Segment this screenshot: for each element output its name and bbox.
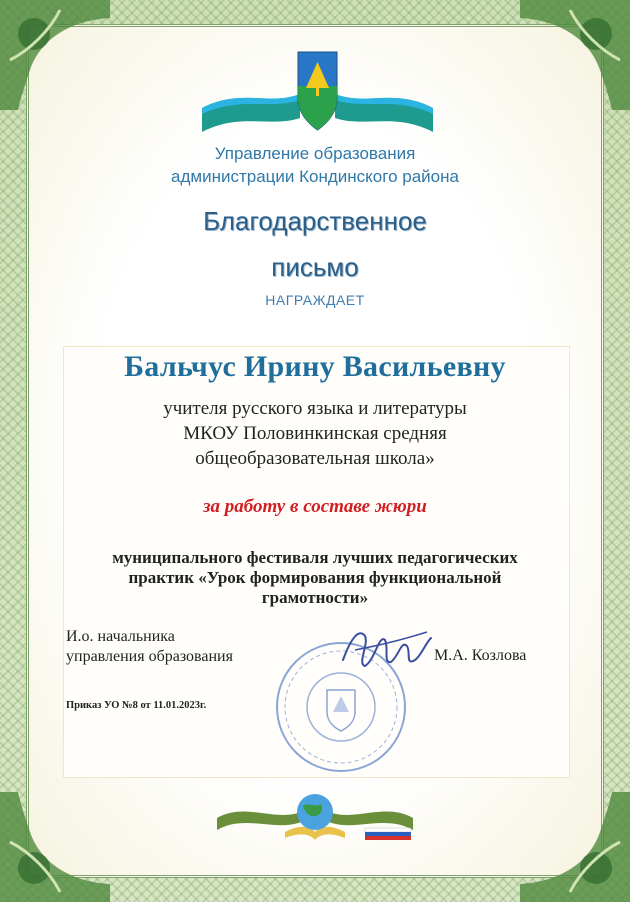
- position-line-2: МКОУ Половинкинская средняя: [183, 423, 447, 444]
- corner-ornament-icon: [0, 792, 110, 902]
- signatory-title-line-2: управления образования: [66, 648, 233, 665]
- event-line-2: практик «Урок формирования функциональной: [128, 568, 502, 587]
- title-line-1: Благодарственное: [203, 206, 427, 236]
- awards-label: НАГРАЖДАЕТ: [265, 292, 365, 308]
- handwritten-signature: [335, 620, 435, 680]
- recipient-name: Бальчус Ирину Васильевну: [124, 350, 506, 383]
- award-reason: за работу в составе жюри: [203, 496, 427, 517]
- document-title: [0, 198, 630, 290]
- signatory-title: [66, 627, 233, 667]
- signatory-title-line-1: И.о. начальника: [66, 628, 175, 645]
- org-line-1: Управление образования: [214, 144, 416, 163]
- corner-ornament-icon: [520, 0, 630, 110]
- title-line-2: письмо: [271, 252, 359, 282]
- globe-book-emblem-icon: [215, 788, 415, 844]
- org-line-2: администрации Кондинского района: [171, 167, 459, 186]
- corner-ornament-icon: [520, 792, 630, 902]
- corner-ornament-icon: [0, 0, 110, 110]
- position-line-3: общеобразовательная школа»: [195, 448, 435, 469]
- event-line-3: грамотности»: [261, 588, 369, 607]
- event-description: [0, 548, 630, 608]
- position-line-1: учителя русского языка и литературы: [163, 398, 467, 419]
- organization-name: [0, 142, 630, 188]
- event-line-1: муниципального фестиваля лучших педагогических: [112, 548, 518, 567]
- district-emblem-icon: [200, 48, 435, 136]
- signatory-name: М.А. Козлова: [434, 647, 527, 664]
- recipient-position: [0, 396, 630, 471]
- order-reference: Приказ УО №8 от 11.01.2023г.: [66, 700, 207, 711]
